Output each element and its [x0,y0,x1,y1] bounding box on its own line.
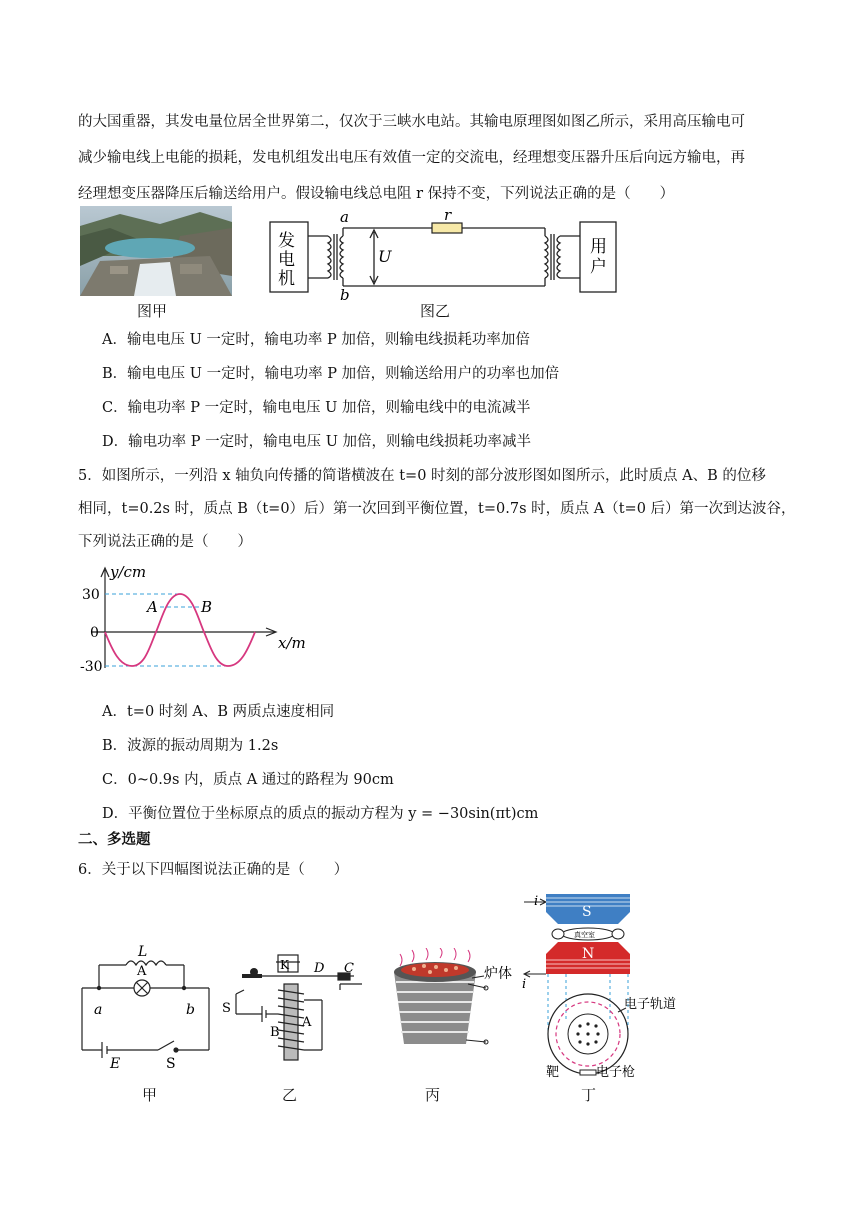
q5-option-a: A．t=0 时刻 A、B 两质点速度相同 [102,704,335,720]
q6-caption-ding: 丁 [581,1086,597,1104]
generator-label-3: 机 [278,269,295,289]
q6-caption-yi: 乙 [282,1086,298,1104]
generator-label-2: 电 [278,250,295,270]
q6-caption-bing: 丙 [425,1086,441,1104]
wave-graph [80,560,310,680]
label-B: B [270,1025,280,1040]
intro-line-1: 的大国重器，其发电量位居全世界第二，仅次于三峡水电站。其输电原理图如图乙所示，采用高压输电可 [78,114,745,130]
label-S: S [222,1001,231,1016]
q6-figure-jia [74,940,219,1070]
label-D: D [314,961,325,976]
wave-curve [105,594,255,666]
label-b: b [340,286,350,300]
q5-option-d: D．平衡位置位于坐标原点的质点的振动方程为 y = −30sin(πt)cm [102,806,539,822]
label-target: 靶 [546,1065,560,1080]
tick-neg30: -30 [80,659,103,675]
label-S: S [166,1056,176,1070]
q5-line-1: 5．如图所示，一列沿 x 轴负向传播的简谐横波在 t=0 时刻的部分波形图如图所示，此时质点 A、B 的位移 [78,468,766,484]
q6-caption-jia: 甲 [142,1086,158,1104]
x-axis-label: x/m [278,634,306,652]
q4-option-b: B．输电电压 U 一定时，输电功率 P 加倍，则输送给用户的功率也加倍 [102,366,560,382]
label-C: C [344,961,354,976]
label-lamp-A: A [137,964,147,979]
intro-line-3: 经理想变压器降压后输送给用户。假设输电线总电阻 r 保持不变，下列说法正确的是（ ） [78,186,675,202]
label-gun: 电子枪 [596,1065,636,1080]
q6-figure-ding [518,890,718,1080]
label-L: L [138,944,148,960]
user-label-1: 用 [590,237,607,257]
label-a: a [340,208,349,226]
label-furnace: 炉体 [484,966,512,982]
q4-option-d: D．输电功率 P 一定时，输电电压 U 加倍，则输电线损耗功率减半 [102,434,532,450]
section-heading: 二、多选题 [78,831,151,848]
label-vacuum: 真空室 [574,931,595,939]
q5-line-2: 相同，t=0.2s 时，质点 B（t=0）后）第一次回到平衡位置，t=0.7s 时，质点 A（t=0 后）第一次到达波谷， [78,501,796,517]
q4-option-c: C．输电功率 P 一定时，输电电压 U 加倍，则输电线中的电流减半 [102,400,531,416]
label-r: r [444,208,452,224]
q6-line-1: 6．关于以下四幅图说法正确的是（ ） [78,862,349,878]
label-E: E [110,1056,121,1070]
tick-30: 30 [82,587,100,603]
label-A: A [302,1015,312,1030]
intro-line-2: 减少输电线上电能的损耗，发电机组发出电压有效值一定的交流电，经理想变压器升压后向远方输电，再 [78,150,745,166]
label-N-pole: N [582,946,595,962]
y-axis-label: y/cm [110,563,147,581]
generator-label-1: 发 [278,231,295,251]
label-i-bottom: i [522,977,527,992]
q4-option-a: A．输电电压 U 一定时，输电功率 P 加倍，则输电线损耗功率加倍 [102,332,530,348]
fig-jia-caption: 图甲 [137,302,168,320]
label-U: U [378,247,392,266]
label-orbit: 电子轨道 [624,997,677,1012]
q6-figure-yi [222,950,367,1065]
fig-yi-caption: 图乙 [420,302,451,320]
transmission-diagram [262,208,622,300]
label-a: a [94,1002,103,1018]
label-i-top: i [534,894,539,909]
q5-line-3: 下列说法正确的是（ ） [78,534,252,550]
q5-option-c: C．0~0.9s 内，质点 A 通过的路程为 90cm [102,772,394,788]
dam-photo [80,206,232,296]
q6-figure-bing [380,948,520,1058]
point-a-label: A [147,598,158,616]
q5-option-b: B．波源的振动周期为 1.2s [102,738,279,754]
tick-0: 0 [90,625,99,641]
label-S-pole: S [582,904,592,920]
label-K: K [280,958,289,972]
user-label-2: 户 [590,257,607,277]
point-b-label: B [201,598,213,616]
label-b: b [186,1002,195,1018]
